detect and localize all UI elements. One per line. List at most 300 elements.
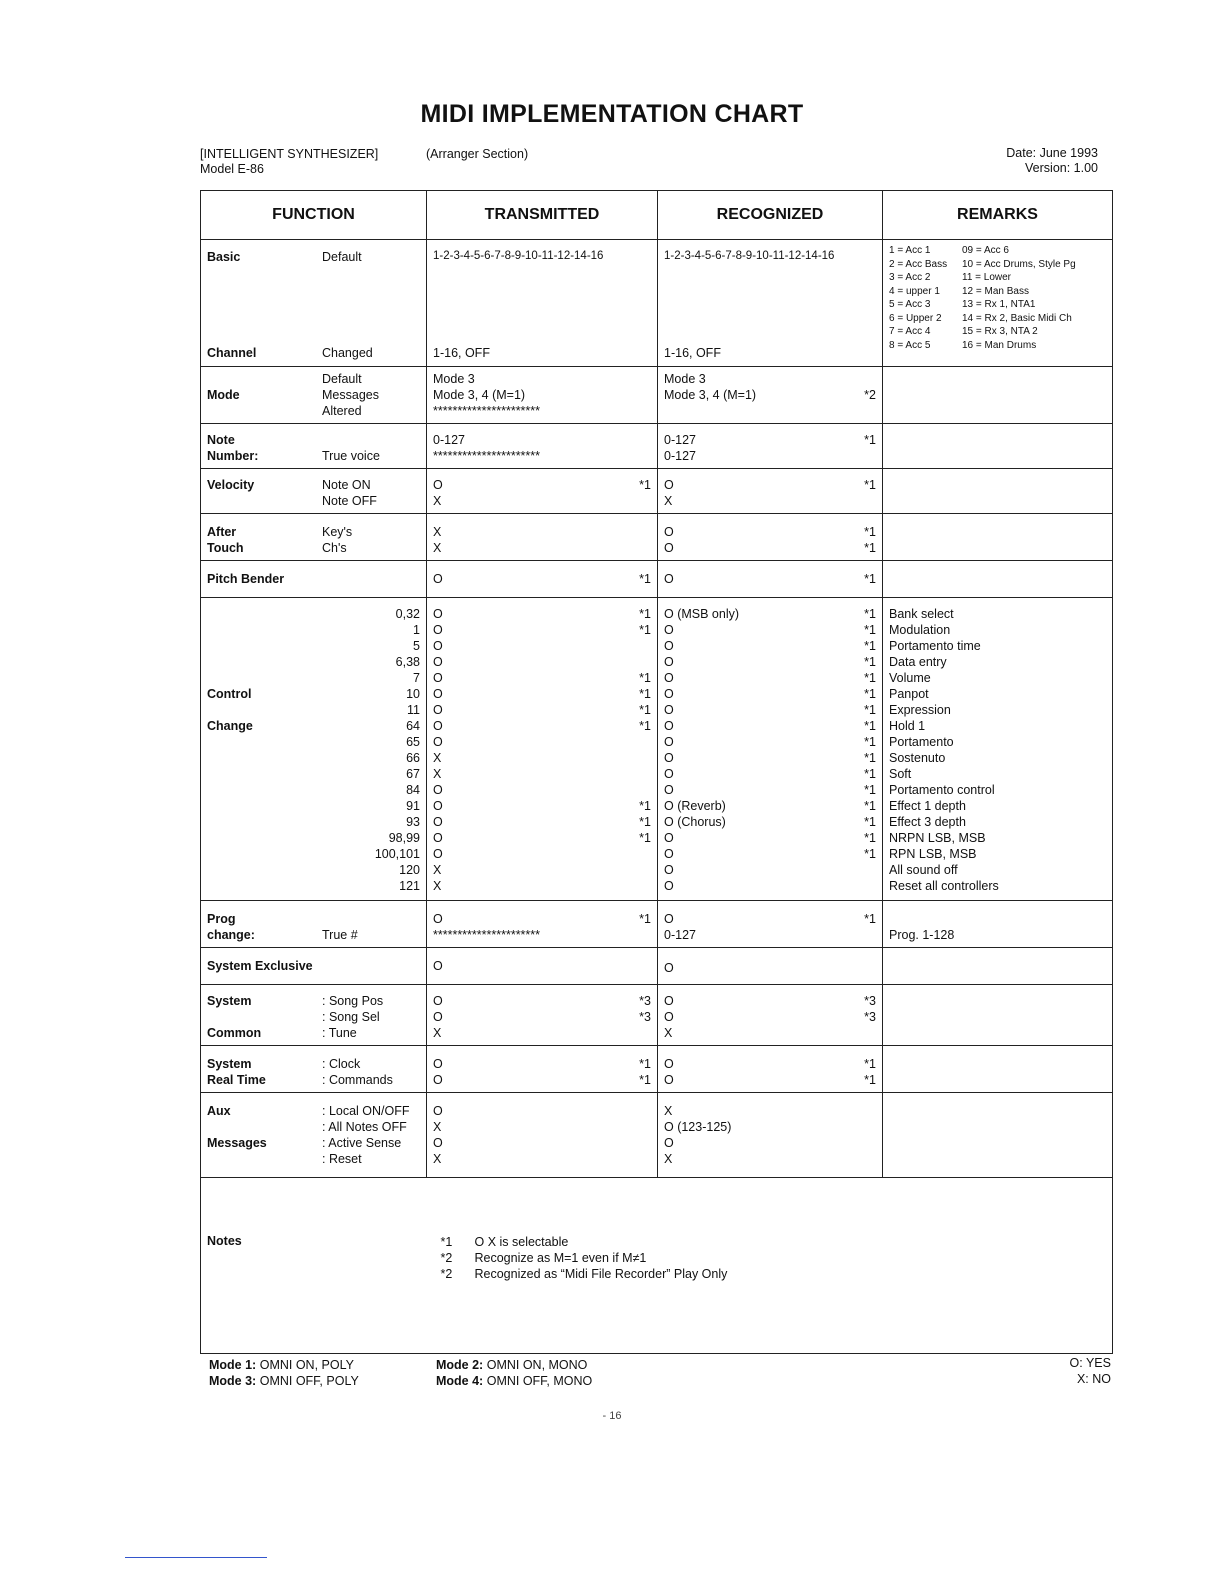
basic-remarks bbox=[883, 240, 1113, 367]
control-rx-value: O bbox=[664, 655, 674, 669]
song-pos-label: : Song Pos bbox=[322, 994, 384, 1008]
control-label bbox=[207, 654, 345, 670]
header-left bbox=[200, 147, 378, 177]
control-function-row bbox=[207, 878, 420, 894]
col-remarks: REMARKS bbox=[883, 191, 1113, 240]
note-label: Note bbox=[207, 433, 235, 447]
sysex-recognized bbox=[658, 948, 883, 985]
velocity-label: Velocity bbox=[207, 478, 255, 492]
control-tx-mark: *1 bbox=[639, 719, 651, 733]
syscommon-remarks bbox=[883, 985, 1113, 1046]
control-function-row bbox=[207, 830, 420, 846]
control-function-row bbox=[207, 734, 420, 750]
control-remark: Reset all controllers bbox=[889, 879, 999, 893]
syscommon-recognized bbox=[658, 985, 883, 1046]
control-rx-mark: *1 bbox=[864, 815, 876, 829]
control-tx-row bbox=[433, 814, 651, 830]
syscommon-transmitted bbox=[427, 985, 658, 1046]
remark-item: 13 = Rx 1, NTA1 bbox=[962, 299, 1036, 310]
control-remark: Bank select bbox=[889, 607, 954, 621]
controller-number: 98,99 bbox=[388, 831, 420, 845]
control-rx-row bbox=[664, 670, 876, 686]
control-rx-mark: *1 bbox=[864, 847, 876, 861]
row-notes bbox=[201, 1178, 1113, 1354]
control-tx-row bbox=[433, 686, 651, 702]
commands-tx: O bbox=[433, 1073, 443, 1087]
remark-item: 5 = Acc 3 bbox=[889, 299, 931, 310]
control-label bbox=[207, 750, 345, 766]
mode3-value: OMNI OFF, POLY bbox=[259, 1374, 359, 1388]
control-tx-row bbox=[433, 862, 651, 878]
remark-item: 12 = Man Bass bbox=[962, 285, 1029, 297]
control-rx-row bbox=[664, 766, 876, 782]
real-time-label: Real Time bbox=[207, 1073, 266, 1087]
activesense-tx: O bbox=[433, 1136, 443, 1150]
pitch-recognized bbox=[658, 561, 883, 598]
control-remark: Sostenuto bbox=[889, 751, 946, 765]
control-remark: Effect 3 depth bbox=[889, 815, 966, 829]
number-label: Number: bbox=[207, 449, 259, 463]
control-rx-value: O (Chorus) bbox=[664, 815, 726, 829]
velocity-remarks bbox=[883, 469, 1113, 514]
control-function-row bbox=[207, 798, 420, 814]
channel-changed: Changed bbox=[322, 346, 373, 360]
control-rx-mark: *1 bbox=[864, 687, 876, 701]
basic-tx-default: 1-2-3-4-5-6-7-8-9-10-11-12-14-16 bbox=[433, 250, 604, 262]
control-rx-row bbox=[664, 782, 876, 798]
remark-item: 7 = Acc 4 bbox=[889, 326, 931, 337]
prog-recognized bbox=[658, 901, 883, 948]
prog-transmitted bbox=[427, 901, 658, 948]
control-rx-row bbox=[664, 686, 876, 702]
velocity-tx-mark: *1 bbox=[639, 478, 651, 492]
control-tx-value: O bbox=[433, 687, 443, 701]
control-rx-row bbox=[664, 654, 876, 670]
control-rx-mark: *1 bbox=[864, 767, 876, 781]
control-remark: Data entry bbox=[889, 655, 947, 669]
control-label bbox=[207, 606, 345, 622]
velocity-rx-mark: *1 bbox=[864, 478, 876, 492]
after-label: After bbox=[207, 525, 237, 539]
sysex-tx: O bbox=[433, 959, 443, 973]
control-remark: Panpot bbox=[889, 687, 929, 701]
control-tx-mark: *1 bbox=[639, 703, 651, 717]
control-label bbox=[207, 814, 345, 830]
control-tx-row bbox=[433, 702, 651, 718]
control-rx-row bbox=[664, 830, 876, 846]
mode-tx-default: Mode 3 bbox=[433, 372, 475, 386]
control-rx-value: O bbox=[664, 623, 674, 637]
date-label: Date: June 1993 bbox=[1006, 146, 1098, 160]
basic-default: Default bbox=[322, 250, 362, 264]
prog-rx-true: 0-127 bbox=[664, 928, 696, 942]
control-rx-mark: *1 bbox=[864, 783, 876, 797]
controller-number: 64 bbox=[406, 719, 420, 733]
control-rx-row bbox=[664, 814, 876, 830]
row-system-realtime bbox=[201, 1046, 1113, 1093]
aftertouch-recognized bbox=[658, 514, 883, 561]
control-tx-value: O bbox=[433, 735, 443, 749]
control-remark: All sound off bbox=[889, 863, 958, 877]
control-tx-value: X bbox=[433, 863, 442, 877]
control-remark: Portamento control bbox=[889, 783, 995, 797]
velocity-transmitted bbox=[427, 469, 658, 514]
control-label bbox=[207, 830, 345, 846]
control-rx-mark: *1 bbox=[864, 831, 876, 845]
control-tx-row bbox=[433, 750, 651, 766]
prog-function bbox=[201, 901, 427, 948]
remark-item: 4 = upper 1 bbox=[889, 285, 940, 297]
mode1-label: Mode 1: bbox=[209, 1358, 257, 1372]
remark-item: 14 = Rx 2, Basic Midi Ch bbox=[962, 312, 1072, 324]
model-label: Model E-86 bbox=[200, 162, 264, 176]
row-program-change bbox=[201, 901, 1113, 948]
control-tx-value: O bbox=[433, 847, 443, 861]
header-right bbox=[1006, 146, 1098, 176]
controller-number: 11 bbox=[407, 703, 420, 717]
control-rx-mark: *1 bbox=[864, 655, 876, 669]
aftertouch-function bbox=[201, 514, 427, 561]
control-tx-value: O bbox=[433, 831, 443, 845]
control-rx-row bbox=[664, 734, 876, 750]
reset-tx: X bbox=[433, 1152, 442, 1166]
control-rx-value: O bbox=[664, 671, 674, 685]
pitch-tx-mark: *1 bbox=[639, 572, 651, 586]
aftertouch-rx-chs: O bbox=[664, 541, 674, 555]
control-tx-value: X bbox=[433, 879, 442, 893]
mode4-value: OMNI OFF, MONO bbox=[486, 1374, 593, 1388]
row-mode bbox=[201, 367, 1113, 424]
control-function-row bbox=[207, 718, 420, 734]
controller-number: 10 bbox=[406, 687, 420, 701]
control-remark: RPN LSB, MSB bbox=[889, 847, 977, 861]
songsel-rx: O bbox=[664, 1010, 674, 1024]
note-text: O X is selectable bbox=[474, 1235, 569, 1249]
control-function-row bbox=[207, 686, 420, 702]
control-rx-row bbox=[664, 702, 876, 718]
aux-label: Aux bbox=[207, 1104, 231, 1118]
product-label: [INTELLIGENT SYNTHESIZER] bbox=[200, 147, 379, 161]
clock-rx: O bbox=[664, 1057, 674, 1071]
controller-number: 7 bbox=[413, 671, 420, 685]
control-rx-value: O bbox=[664, 751, 674, 765]
version-label: Version: 1.00 bbox=[1025, 161, 1098, 175]
control-rx-value: O bbox=[664, 719, 674, 733]
control-remark: Volume bbox=[889, 671, 931, 685]
control-rx-value: O bbox=[664, 831, 674, 845]
prog-tx-true: ********************** bbox=[433, 928, 541, 942]
prog-tx-mark: *1 bbox=[639, 912, 651, 926]
control-function-row bbox=[207, 814, 420, 830]
remark-item: 15 = Rx 3, NTA 2 bbox=[962, 326, 1038, 337]
remark-item: 16 = Man Drums bbox=[962, 339, 1037, 351]
control-function-row bbox=[207, 606, 420, 622]
realtime-recognized bbox=[658, 1046, 883, 1093]
true-voice-label: True voice bbox=[322, 449, 380, 463]
aux-function bbox=[201, 1093, 427, 1178]
control-tx-row bbox=[433, 718, 651, 734]
control-tx-row bbox=[433, 606, 651, 622]
sysex-function bbox=[201, 948, 427, 985]
mode-tx-altered: ********************** bbox=[433, 404, 541, 418]
controller-number: 5 bbox=[413, 639, 420, 653]
prog-remarks-text: Prog. 1-128 bbox=[889, 928, 955, 942]
control-rx-value: O bbox=[664, 639, 674, 653]
control-rx-row bbox=[664, 638, 876, 654]
basic-rx-changed: 1-16, OFF bbox=[664, 346, 721, 360]
control-tx-row bbox=[433, 830, 651, 846]
velocity-tx-off: X bbox=[433, 494, 442, 508]
true-number-label: True # bbox=[322, 928, 358, 942]
basic-function bbox=[201, 240, 427, 367]
aftertouch-transmitted bbox=[427, 514, 658, 561]
control-tx-value: O bbox=[433, 655, 443, 669]
sysex-rx: O bbox=[664, 961, 674, 975]
mode-label: Mode bbox=[207, 388, 240, 402]
basic-tx-changed: 1-16, OFF bbox=[433, 346, 490, 360]
control-rx-row bbox=[664, 878, 876, 894]
remark-item: 6 = Upper 2 bbox=[889, 312, 942, 324]
song-sel-label: : Song Sel bbox=[322, 1010, 380, 1024]
remark-item: 09 = Acc 6 bbox=[962, 245, 1009, 256]
note-remarks bbox=[883, 424, 1113, 469]
realtime-transmitted bbox=[427, 1046, 658, 1093]
prog-tx: O bbox=[433, 912, 443, 926]
row-note-number bbox=[201, 424, 1113, 469]
realtime-remarks bbox=[883, 1046, 1113, 1093]
aux-transmitted bbox=[427, 1093, 658, 1178]
reset-label: : Reset bbox=[322, 1152, 362, 1166]
mode-tx-messages: Mode 3, 4 (M=1) bbox=[433, 388, 526, 402]
page-number: - 16 bbox=[602, 1410, 622, 1422]
sysex-transmitted bbox=[427, 948, 658, 985]
control-transmitted bbox=[427, 598, 658, 901]
control-tx-value: O bbox=[433, 719, 443, 733]
control-tx-value: O bbox=[433, 639, 443, 653]
control-label: Change bbox=[207, 719, 253, 733]
control-rx-value: O bbox=[664, 735, 674, 749]
aftertouch-remarks bbox=[883, 514, 1113, 561]
note-recognized bbox=[658, 424, 883, 469]
legend-no: X: NO bbox=[1076, 1372, 1111, 1386]
mode-rx-messages: Mode 3, 4 (M=1) bbox=[664, 388, 757, 402]
velocity-rx-on: O bbox=[664, 478, 674, 492]
control-remark: Portamento time bbox=[889, 639, 981, 653]
control-rx-mark: *1 bbox=[864, 799, 876, 813]
basic-recognized bbox=[658, 240, 883, 367]
control-rx-value: O bbox=[664, 703, 674, 717]
control-label bbox=[207, 734, 345, 750]
local-onoff-label: : Local ON/OFF bbox=[322, 1104, 410, 1118]
control-label bbox=[207, 846, 345, 862]
controller-number: 1 bbox=[413, 623, 420, 637]
notes-content bbox=[427, 1178, 1113, 1354]
row-control-change bbox=[201, 598, 1113, 901]
control-label bbox=[207, 638, 345, 654]
note-transmitted bbox=[427, 424, 658, 469]
system-rt-label: System bbox=[207, 1057, 252, 1071]
control-remarks bbox=[883, 598, 1113, 901]
row-system-exclusive bbox=[201, 948, 1113, 985]
row-system-common bbox=[201, 985, 1113, 1046]
note-on-label: Note ON bbox=[322, 478, 371, 492]
control-rx-row bbox=[664, 718, 876, 734]
control-rx-mark: *1 bbox=[864, 639, 876, 653]
mode-remarks bbox=[883, 367, 1113, 424]
control-tx-mark: *1 bbox=[639, 671, 651, 685]
commands-tx-mark: *1 bbox=[639, 1073, 651, 1087]
controller-number: 0,32 bbox=[395, 607, 420, 621]
touch-label: Touch bbox=[207, 541, 244, 555]
control-function-row bbox=[207, 670, 420, 686]
note-rx-mark: *1 bbox=[864, 433, 876, 447]
clock-tx: O bbox=[433, 1057, 443, 1071]
aftertouch-rx-mark: *1 bbox=[864, 541, 876, 555]
aux-remarks bbox=[883, 1093, 1113, 1178]
songpos-tx-mark: *3 bbox=[639, 994, 651, 1008]
control-remark: Soft bbox=[889, 767, 912, 781]
row-aux-messages bbox=[201, 1093, 1113, 1178]
note-mark: *1 bbox=[440, 1235, 453, 1249]
pitch-rx: O bbox=[664, 572, 674, 586]
basic-rx-default: 1-2-3-4-5-6-7-8-9-10-11-12-14-16 bbox=[664, 250, 835, 262]
controller-number: 84 bbox=[406, 783, 420, 797]
control-rx-mark: *1 bbox=[864, 735, 876, 749]
control-remark: NRPN LSB, MSB bbox=[889, 831, 986, 845]
control-tx-value: X bbox=[433, 767, 442, 781]
commands-label: : Commands bbox=[322, 1073, 393, 1087]
note-rx-truevoice: 0-127 bbox=[664, 449, 696, 463]
remark-item: 10 = Acc Drums, Style Pg bbox=[962, 258, 1076, 270]
note-mark: *2 bbox=[440, 1251, 453, 1265]
control-tx-value: O bbox=[433, 815, 443, 829]
remark-item: 3 = Acc 2 bbox=[889, 272, 931, 283]
col-transmitted: TRANSMITTED bbox=[427, 191, 658, 240]
control-tx-row bbox=[433, 622, 651, 638]
control-function-row bbox=[207, 702, 420, 718]
tune-label: : Tune bbox=[322, 1026, 357, 1040]
control-rx-value: O bbox=[664, 863, 674, 877]
chs-label: Ch's bbox=[322, 541, 347, 555]
reset-rx: X bbox=[664, 1152, 673, 1166]
control-tx-value: O bbox=[433, 783, 443, 797]
remark-item: 11 = Lower bbox=[962, 272, 1012, 283]
control-rx-row bbox=[664, 622, 876, 638]
control-label bbox=[207, 702, 345, 718]
control-remark: Expression bbox=[889, 703, 951, 717]
control-remark: Hold 1 bbox=[889, 719, 926, 733]
controller-number: 120 bbox=[399, 863, 420, 877]
mode2-value: OMNI ON, MONO bbox=[486, 1358, 588, 1372]
controller-number: 66 bbox=[406, 751, 420, 765]
control-tx-mark: *1 bbox=[639, 799, 651, 813]
row-basic-channel bbox=[201, 240, 1113, 367]
controller-number: 100,101 bbox=[374, 847, 420, 861]
controller-number: 93 bbox=[406, 815, 420, 829]
note-text: Recognized as “Midi File Recorder” Play Only bbox=[474, 1267, 728, 1281]
control-rx-row bbox=[664, 798, 876, 814]
control-remark: Portamento bbox=[889, 735, 954, 749]
control-rx-mark: *1 bbox=[864, 751, 876, 765]
mode-rx-mark: *2 bbox=[864, 388, 876, 402]
controller-number: 6,38 bbox=[395, 655, 420, 669]
control-function-row bbox=[207, 846, 420, 862]
control-tx-value: O bbox=[433, 799, 443, 813]
control-rx-mark: *1 bbox=[864, 607, 876, 621]
control-rx-value: O bbox=[664, 879, 674, 893]
velocity-rx-off: X bbox=[664, 494, 673, 508]
control-tx-value: O bbox=[433, 671, 443, 685]
velocity-recognized bbox=[658, 469, 883, 514]
note-text: Recognize as M=1 even if M≠1 bbox=[474, 1251, 647, 1265]
controller-number: 121 bbox=[399, 879, 420, 893]
aftertouch-rx-keys: O bbox=[664, 525, 674, 539]
control-rx-row bbox=[664, 846, 876, 862]
note-off-label: Note OFF bbox=[322, 494, 377, 508]
control-tx-row bbox=[433, 782, 651, 798]
control-tx-row bbox=[433, 670, 651, 686]
pitch-bender-label: Pitch Bender bbox=[207, 572, 285, 586]
control-label bbox=[207, 798, 345, 814]
note-function bbox=[201, 424, 427, 469]
mode3-label: Mode 3: bbox=[209, 1374, 257, 1388]
songpos-rx-mark: *3 bbox=[864, 994, 876, 1008]
control-label bbox=[207, 878, 345, 894]
aftertouch-rx-mark: *1 bbox=[864, 525, 876, 539]
mode2-label: Mode 2: bbox=[436, 1358, 484, 1372]
pitch-rx-mark: *1 bbox=[864, 572, 876, 586]
control-function-row bbox=[207, 766, 420, 782]
allnotes-rx: O (123-125) bbox=[664, 1120, 732, 1134]
note-mark: *2 bbox=[440, 1267, 453, 1281]
control-function-row bbox=[207, 638, 420, 654]
notes-label: Notes bbox=[207, 1234, 242, 1248]
mode-function bbox=[201, 367, 427, 424]
pitch-function bbox=[201, 561, 427, 598]
prog-rx-mark: *1 bbox=[864, 912, 876, 926]
mode-messages-label: Messages bbox=[322, 388, 379, 402]
control-rx-value: O (Reverb) bbox=[664, 799, 726, 813]
local-rx: X bbox=[664, 1104, 673, 1118]
control-rx-row bbox=[664, 862, 876, 878]
local-tx: O bbox=[433, 1104, 443, 1118]
control-label bbox=[207, 766, 345, 782]
sysex-label: System Exclusive bbox=[207, 959, 313, 973]
pitch-remarks bbox=[883, 561, 1113, 598]
control-tx-row bbox=[433, 638, 651, 654]
control-rx-mark: *1 bbox=[864, 703, 876, 717]
control-label bbox=[207, 862, 345, 878]
control-rx-value: O (MSB only) bbox=[664, 607, 740, 621]
clock-rx-mark: *1 bbox=[864, 1057, 876, 1071]
mode-altered-label: Altered bbox=[322, 404, 362, 418]
control-tx-mark: *1 bbox=[639, 607, 651, 621]
control-tx-value: O bbox=[433, 623, 443, 637]
prog-label: Prog bbox=[207, 912, 236, 926]
legend-yes: O: YES bbox=[1069, 1356, 1111, 1370]
control-recognized bbox=[658, 598, 883, 901]
mode-default-label: Default bbox=[322, 372, 362, 386]
tune-tx: X bbox=[433, 1026, 442, 1040]
remark-item: 8 = Acc 5 bbox=[889, 339, 931, 351]
aftertouch-tx-chs: X bbox=[433, 541, 442, 555]
controller-number: 65 bbox=[406, 735, 420, 749]
control-tx-mark: *1 bbox=[639, 831, 651, 845]
realtime-function bbox=[201, 1046, 427, 1093]
control-label bbox=[207, 670, 345, 686]
page-title: MIDI IMPLEMENTATION CHART bbox=[420, 100, 804, 128]
tune-rx: X bbox=[664, 1026, 673, 1040]
